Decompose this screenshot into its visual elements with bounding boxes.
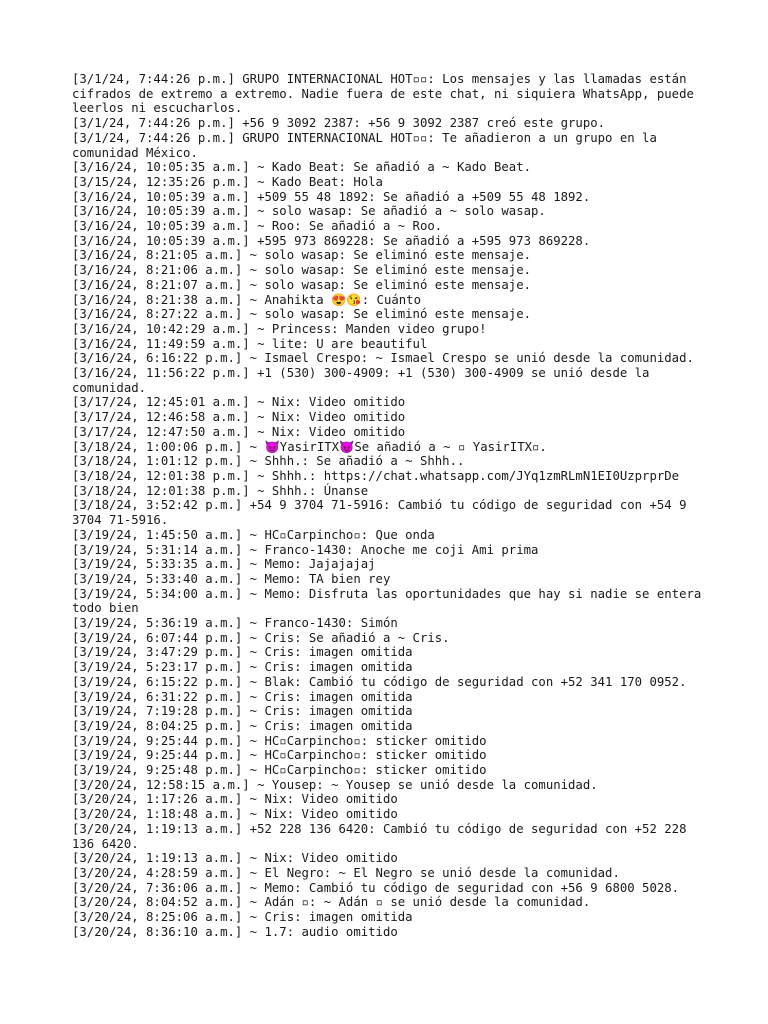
chat-message: [3/15/24, 12:35:26 p.m.] ~ Kado Beat: Hola — [72, 174, 383, 189]
chat-message: [3/20/24, 1:18:48 a.m.] ~ Nix: Video omitido — [72, 807, 398, 822]
chat-message: [3/1/24, 7:44:26 p.m.] GRUPO INTERNACIONAL HOT▫▫: Te añadieron a un grupo en la comunidad México. — [72, 130, 665, 160]
chat-message: [3/19/24, 6:31:22 p.m.] ~ Cris: imagen omitida — [72, 689, 413, 704]
chat-message: [3/19/24, 5:23:17 p.m.] ~ Cris: imagen omitida — [72, 660, 413, 675]
chat-message: [3/16/24, 10:42:29 a.m.] ~ Princess: Manden video grupo! — [72, 321, 487, 336]
chat-message: [3/18/24, 3:52:42 p.m.] +54 9 3704 71-5916: Cambió tu código de seguridad con +54 9 3704 71-5916. — [72, 498, 694, 528]
chat-message: [3/19/24, 6:15:22 p.m.] ~ Blak: Cambió tu código de seguridad con +52 341 170 0952. — [72, 674, 687, 689]
chat-message: [3/18/24, 1:01:12 p.m.] ~ Shhh.: Se añadió a ~ Shhh.. — [72, 454, 465, 469]
chat-message: [3/20/24, 12:58:15 a.m.] ~ Yousep: ~ Yousep se unió desde la comunidad. — [72, 777, 598, 792]
chat-message: [3/16/24, 10:05:39 a.m.] +595 973 869228: Se añadió a +595 973 869228. — [72, 233, 591, 248]
chat-message: [3/19/24, 9:25:44 p.m.] ~ HC▫Carpincho▫: sticker omitido — [72, 733, 487, 748]
chat-message: [3/16/24, 8:21:38 a.m.] ~ Anahikta 😍😘: Cuánto — [72, 292, 421, 307]
chat-message: [3/16/24, 10:05:35 a.m.] ~ Kado Beat: Se añadió a ~ Kado Beat. — [72, 160, 532, 175]
chat-message: [3/19/24, 8:04:25 p.m.] ~ Cris: imagen omitida — [72, 718, 413, 733]
chat-message: [3/16/24, 10:05:39 a.m.] +509 55 48 1892: Se añadió a +509 55 48 1892. — [72, 189, 591, 204]
chat-message: [3/19/24, 9:25:48 p.m.] ~ HC▫Carpincho▫: sticker omitido — [72, 763, 487, 778]
chat-message: [3/1/24, 7:44:26 p.m.] +56 9 3092 2387: +56 9 3092 2387 creó este grupo. — [72, 116, 606, 131]
chat-message: [3/19/24, 9:25:44 p.m.] ~ HC▫Carpincho▫: sticker omitido — [72, 748, 487, 763]
chat-message: [3/16/24, 8:27:22 a.m.] ~ solo wasap: Se eliminó este mensaje. — [72, 307, 532, 322]
chat-message: [3/17/24, 12:46:58 a.m.] ~ Nix: Video omitido — [72, 410, 406, 425]
chat-message: [3/16/24, 10:05:39 a.m.] ~ Roo: Se añadió a ~ Roo. — [72, 219, 443, 234]
chat-message: [3/16/24, 8:21:07 a.m.] ~ solo wasap: Se eliminó este mensaje. — [72, 277, 532, 292]
chat-message: [3/1/24, 7:44:26 p.m.] GRUPO INTERNACIONAL HOT▫▫: Los mensajes y las llamadas están cifrados de extremo a extremo. Nadie fuera de este chat, ni siquiera WhatsApp, puede leerlos ni escucharlos. — [72, 72, 702, 116]
chat-message: [3/17/24, 12:47:50 a.m.] ~ Nix: Video omitido — [72, 424, 406, 439]
chat-message: [3/19/24, 5:33:35 a.m.] ~ Memo: Jajajajaj — [72, 557, 376, 572]
chat-message: [3/18/24, 12:01:38 p.m.] ~ Shhh.: Únanse — [72, 483, 369, 498]
chat-message: [3/19/24, 5:33:40 a.m.] ~ Memo: TA bien rey — [72, 571, 391, 586]
chat-message: [3/20/24, 8:36:10 a.m.] ~ 1.7: audio omitido — [72, 924, 398, 939]
chat-message: [3/16/24, 10:05:39 a.m.] ~ solo wasap: Se añadió a ~ solo wasap. — [72, 204, 546, 219]
chat-message: [3/19/24, 5:36:19 a.m.] ~ Franco-1430: Simón — [72, 616, 398, 631]
chat-message: [3/20/24, 7:36:06 a.m.] ~ Memo: Cambió tu código de seguridad con +56 9 6800 5028. — [72, 880, 680, 895]
chat-message: [3/19/24, 5:34:00 a.m.] ~ Memo: Disfruta las oportunidades que hay si nadie se entera todo bien — [72, 586, 709, 616]
chat-message: [3/16/24, 6:16:22 p.m.] ~ Ismael Crespo: ~ Ismael Crespo se unió desde la comunidad. — [72, 351, 694, 366]
chat-message: [3/16/24, 8:21:06 a.m.] ~ solo wasap: Se eliminó este mensaje. — [72, 263, 532, 278]
chat-message: [3/20/24, 8:04:52 a.m.] ~ Adán ▫: ~ Adán ▫ se unió desde la comunidad. — [72, 895, 591, 910]
chat-message: [3/19/24, 6:07:44 p.m.] ~ Cris: Se añadió a ~ Cris. — [72, 630, 450, 645]
chat-message: [3/20/24, 4:28:59 a.m.] ~ El Negro: ~ El Negro se unió desde la comunidad. — [72, 865, 620, 880]
chat-message: [3/16/24, 8:21:05 a.m.] ~ solo wasap: Se eliminó este mensaje. — [72, 248, 532, 263]
chat-message: [3/18/24, 12:01:38 p.m.] ~ Shhh.: https://chat.whatsapp.com/JYq1zmRLmN1EI0UzprprDe — [72, 468, 680, 483]
chat-message: [3/19/24, 1:45:50 a.m.] ~ HC▫Carpincho▫: Que onda — [72, 527, 435, 542]
chat-message: [3/16/24, 11:49:59 a.m.] ~ lite: U are beautiful — [72, 336, 428, 351]
chat-message: [3/20/24, 1:19:13 a.m.] ~ Nix: Video omitido — [72, 851, 398, 866]
chat-message: [3/18/24, 1:00:06 p.m.] ~ 😈YasirITX😈Se añadió a ~ ▫ YasirITX▫. — [72, 439, 547, 454]
chat-message: [3/19/24, 5:31:14 a.m.] ~ Franco-1430: Anoche me coji Ami prima — [72, 542, 539, 557]
chat-export-document — [72, 72, 712, 939]
chat-message: [3/16/24, 11:56:22 p.m.] +1 (530) 300-4909: +1 (530) 300-4909 se unió desde la comunidad. — [72, 366, 657, 395]
chat-message: [3/20/24, 8:25:06 a.m.] ~ Cris: imagen omitida — [72, 910, 413, 925]
chat-message: [3/19/24, 3:47:29 p.m.] ~ Cris: imagen omitida — [72, 645, 413, 660]
chat-message: [3/20/24, 1:17:26 a.m.] ~ Nix: Video omitido — [72, 792, 398, 807]
chat-message: [3/19/24, 7:19:28 p.m.] ~ Cris: imagen omitida — [72, 704, 413, 719]
chat-message: [3/20/24, 1:19:13 a.m.] +52 228 136 6420: Cambió tu código de seguridad con +52 228 136 6420. — [72, 821, 694, 851]
chat-message: [3/17/24, 12:45:01 a.m.] ~ Nix: Video omitido — [72, 395, 406, 410]
